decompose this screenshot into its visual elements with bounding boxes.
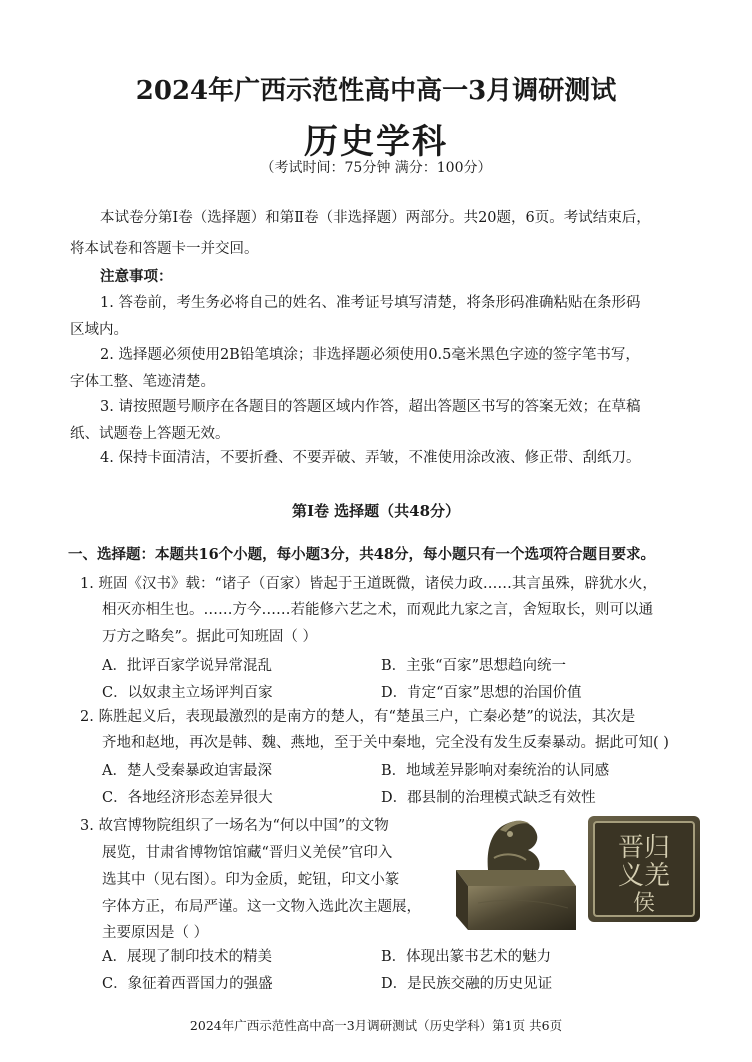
q3-stem-line-1: 3. 故宫博物院组织了一场名为“何以中国”的文物 bbox=[80, 818, 389, 834]
q3-stem-line-4: 字体方正，布局严谨。这一文物入选此次主题展， bbox=[102, 899, 421, 915]
q3-stem-line-5: 主要原因是（ ） bbox=[102, 925, 209, 941]
intro-line-2: 将本试卷和答题卡一并交回。 bbox=[70, 241, 259, 257]
q2-option-b[interactable]: B．地域差异影响对秦统治的认同感 bbox=[381, 763, 610, 779]
q1-option-d[interactable]: D．肯定“百家”思想的治国价值 bbox=[381, 685, 582, 701]
seal-side-image bbox=[448, 808, 580, 934]
seal-face-image bbox=[584, 812, 704, 926]
notice-item-1-cont: 区域内。 bbox=[70, 322, 128, 338]
section-title: 第Ⅰ卷 选择题（共48分） bbox=[291, 502, 461, 520]
subject-title: 历史学科 bbox=[304, 122, 448, 162]
q3-option-b[interactable]: B．体现出篆书艺术的魅力 bbox=[381, 949, 552, 965]
q3-stem-line-3: 选其中（见右图）。印为金质，蛇钮，印文小篆 bbox=[102, 872, 400, 888]
intro-line-1: 本试卷分第Ⅰ卷（选择题）和第Ⅱ卷（非选择题）两部分。共20题，6页。考试结束后， bbox=[100, 210, 651, 226]
q3-option-a[interactable]: A．展现了制印技术的精美 bbox=[102, 949, 272, 965]
q1-stem-line-3: 万方之略矣”。据此可知班固（ ） bbox=[102, 629, 318, 645]
q2-option-d[interactable]: D．郡县制的治理模式缺乏有效性 bbox=[381, 790, 596, 806]
q2-option-c[interactable]: C．各地经济形态差异很大 bbox=[102, 790, 273, 806]
notice-item-4: 4. 保持卡面清洁，不要折叠、不要弄破、弄皱，不准使用涂改液、修正带、刮纸刀。 bbox=[100, 450, 641, 466]
q2-option-a[interactable]: A．楚人受秦暴政迫害最深 bbox=[102, 763, 272, 779]
q3-option-d[interactable]: D．是民族交融的历史见证 bbox=[381, 976, 553, 992]
notice-item-3-cont: 纸、试题卷上答题无效。 bbox=[70, 426, 230, 442]
exam-info: （考试时间：75分钟 满分：100分） bbox=[260, 160, 492, 176]
q1-stem-line-2: 相灭亦相生也。……方今……若能修六艺之术，而观此九家之言，舍短取长，则可以通 bbox=[102, 602, 653, 618]
q3-stem-line-2: 展览，甘肃省博物馆馆藏“晋归义羌侯”官印入 bbox=[102, 845, 393, 861]
q2-stem-line-1: 2. 陈胜起义后，表现最激烈的是南方的楚人，有“楚虽三户，亡秦必楚”的说法，其次是 bbox=[80, 709, 636, 725]
notice-item-2-cont: 字体工整、笔迹清楚。 bbox=[70, 374, 215, 390]
notice-item-1: 1. 答卷前，考生务必将自己的姓名、准考证号填写清楚，将条形码准确粘贴在条形码 bbox=[100, 295, 641, 311]
seal-inscription-line-1: 晋归 bbox=[617, 833, 671, 863]
seal-inscription-line-3: 侯 bbox=[632, 891, 656, 916]
notice-item-3: 3. 请按照题号顺序在各题目的答题区域内作答，超出答题区书写的答案无效；在草稿 bbox=[100, 399, 641, 415]
q3-option-c[interactable]: C．象征着西晋国力的强盛 bbox=[102, 976, 273, 992]
exam-title: 2024年广西示范性高中高一3月调研测试 bbox=[135, 76, 617, 106]
seal-inscription-line-2: 义羌 bbox=[617, 861, 671, 891]
q1-stem-line-1: 1. 班固《汉书》载：“诸子（百家）皆起于王道既微，诸侯力政……其言虽殊，辟犹水火， bbox=[80, 576, 657, 592]
q1-option-c[interactable]: C．以奴隶主立场评判百家 bbox=[102, 685, 273, 701]
notice-heading: 注意事项： bbox=[100, 268, 173, 285]
q2-stem-line-2: 齐地和赵地，再次是韩、魏、燕地，至于关中秦地，完全没有发生反秦暴动。据此可知( ) bbox=[102, 735, 669, 751]
page-footer: 2024年广西示范性高中高一3月调研测试（历史学科）第1页 共6页 bbox=[189, 1018, 563, 1033]
notice-item-2: 2. 选择题必须使用2B铅笔填涂；非选择题必须使用0.5毫米黑色字迹的签字笔书写， bbox=[100, 347, 640, 363]
section-instruction: 一、选择题：本题共16个小题，每小题3分，共48分，每小题只有一个选项符合题目要求。 bbox=[68, 546, 655, 563]
q1-option-a[interactable]: A．批评百家学说异常混乱 bbox=[102, 658, 272, 674]
q1-option-b[interactable]: B．主张“百家”思想趋向统一 bbox=[381, 658, 566, 674]
